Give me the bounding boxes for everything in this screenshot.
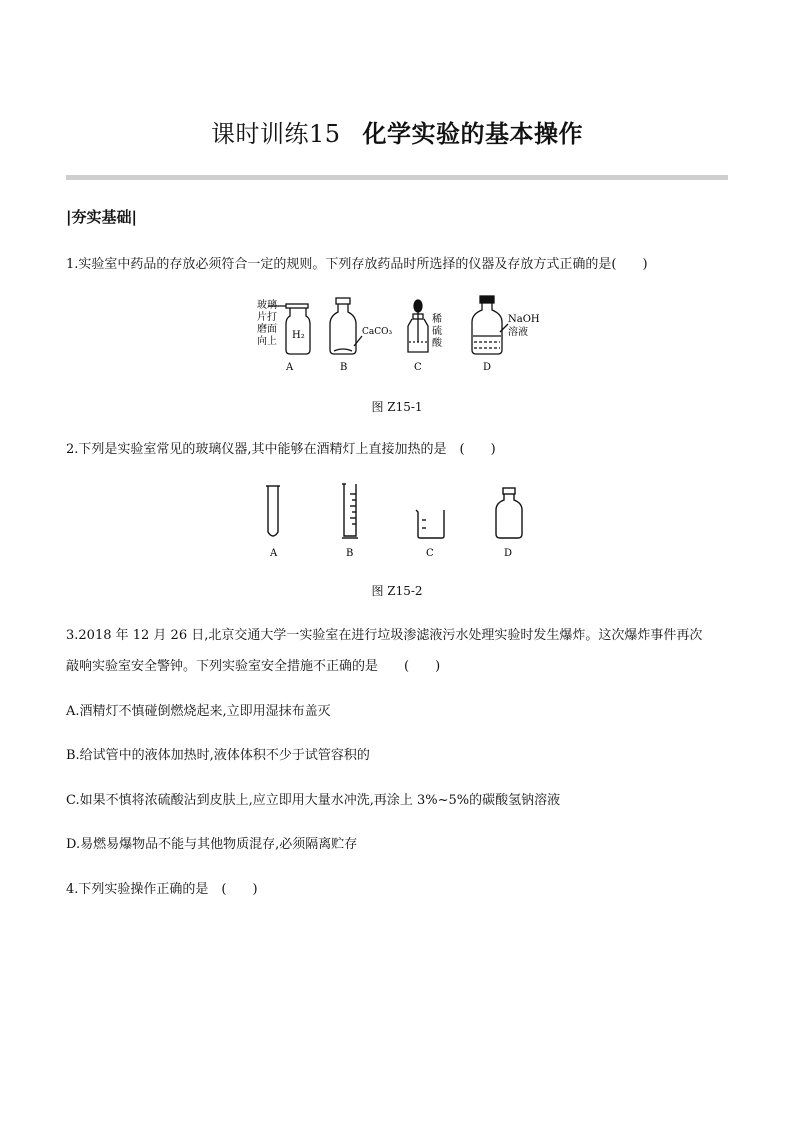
figure-z15-2 [258, 480, 538, 562]
beaker-c [416, 510, 444, 538]
question-3-option-b: B.给试管中的液体加热时,液体体积不少于试管容积的 [66, 748, 370, 763]
figure-caption-1: 图 Z15-1 [371, 400, 423, 414]
fig1-note-a2: 片打 [257, 312, 277, 323]
question-4: 4.下列实验操作正确的是 ( ) [66, 882, 258, 897]
fig1-note-d2: 溶液 [508, 327, 528, 338]
question-2: 2.下列是实验室常见的玻璃仪器,其中能够在酒精灯上直接加热的是 ( ) [66, 442, 496, 457]
bottle-b [330, 298, 362, 354]
fig1-note-c3: 酸 [432, 338, 442, 349]
fig1-option-a: A [286, 362, 294, 373]
fig1-note-d1: NaOH [508, 314, 540, 325]
fig2-option-d: D [504, 548, 513, 559]
fig1-note-c2: 硫 [432, 326, 442, 337]
fig2-option-b: B [346, 548, 354, 559]
fig1-option-c: C [414, 362, 422, 373]
fig1-note-c1: 稀 [432, 314, 442, 325]
test-tube-a [266, 486, 280, 536]
fig1-option-d: D [483, 362, 492, 373]
header-divider [66, 175, 728, 180]
page-title [0, 114, 794, 149]
question-3-option-c: C.如果不慎将浓硫酸沾到皮肤上,应立即用大量水冲洗,再涂上 3%~5%的碳酸氢钠溶液 [66, 793, 561, 808]
fig2-option-a: A [270, 548, 278, 559]
title-topic: 化学实验的基本操作 [362, 120, 584, 148]
fig1-gas-label: H₂ [292, 330, 305, 341]
question-1: 1.实验室中药品的存放必须符合一定的规则。下列存放药品时所选择的仪器及存放方式正确的是( ) [66, 257, 648, 272]
question-3-line-1: 3.2018 年 12 月 26 日,北京交通大学一实验室在进行垃圾渗滤液污水处理实验时发生爆炸。这次爆炸事件再次 [66, 628, 703, 643]
fig1-note-a3: 磨面 [257, 324, 277, 335]
question-3-option-a: A.酒精灯不慎碰倒燃烧起来,立即用湿抹布盖灭 [66, 704, 331, 719]
fig1-note-a4: 向上 [257, 336, 277, 347]
question-3-line-2: 敲响实验室安全警钟。下列实验室安全措施不正确的是 ( ) [66, 659, 441, 674]
fig1-note-a1: 玻璃 [257, 300, 277, 311]
question-3-option-d: D.易燃易爆物品不能与其他物质混存,必须隔离贮存 [66, 837, 358, 852]
reagent-bottle-d [496, 488, 522, 538]
title-lesson: 课时训练15 [210, 120, 341, 148]
fig2-option-c: C [426, 548, 434, 559]
graduated-cylinder-b [342, 484, 358, 538]
figure-z15-1 [250, 292, 550, 378]
fig1-option-b: B [340, 362, 348, 373]
bottle-d [472, 296, 508, 354]
section-label: |夯实基础| [66, 208, 137, 226]
figure-caption-2: 图 Z15-2 [371, 584, 423, 598]
dropper-bottle-c [408, 300, 428, 352]
fig1-solid-label: CaCO₃ [362, 327, 393, 337]
